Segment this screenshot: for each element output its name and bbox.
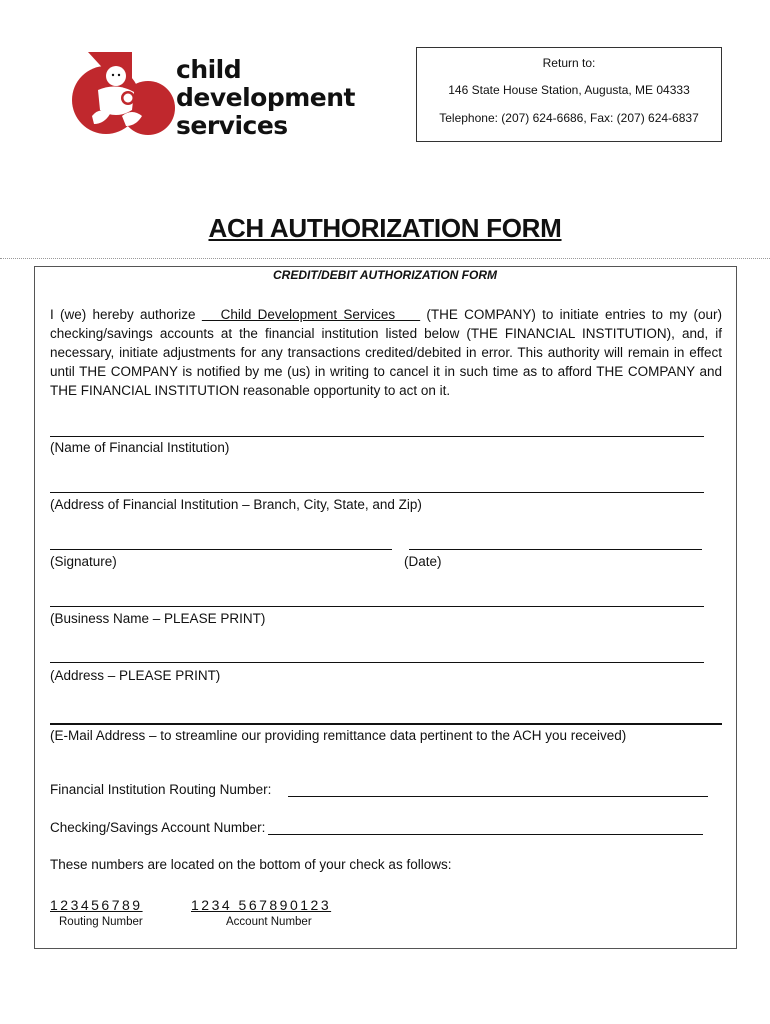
page-title: ACH AUTHORIZATION FORM	[208, 213, 562, 243]
routing-number-line[interactable]	[288, 796, 708, 797]
institution-address-label: (Address of Financial Institution – Branch, City, State, and Zip)	[50, 497, 422, 512]
email-label: (E-Mail Address – to streamline our providing remittance data pertinent to the ACH you received)	[50, 728, 627, 743]
date-line[interactable]	[409, 549, 702, 550]
date-label: (Date)	[404, 554, 442, 569]
business-name-line[interactable]	[50, 606, 704, 607]
account-number-label: Checking/Savings Account Number:	[50, 820, 266, 835]
account-number-caption: Account Number	[226, 916, 312, 928]
paragraph-body: (THE COMPANY) to initiate entries to my (our) checking/savings accounts at the financial institution listed below (THE FINANCIAL INSTITUTION), and, if necessary, initiate adjustments for any transactions credited/debited in error. This authority will remain in effect until THE COMPANY is notified by me (us) in writing to cancel it in such time as to afford THE COMPANY and THE FINANCIAL INSTITUTION reasonable opportunity to act on it.	[50, 307, 722, 398]
account-number-line[interactable]	[268, 834, 703, 835]
email-line[interactable]	[50, 723, 722, 725]
company-name-field[interactable]: Child Development Services	[201, 307, 421, 322]
address-line[interactable]	[50, 662, 704, 663]
account-number-example: 1234 567890123	[191, 897, 332, 913]
logo-wordmark	[176, 56, 355, 140]
return-phone: Telephone: (207) 624-6686, Fax: (207) 624-6837	[439, 111, 699, 125]
business-name-label: (Business Name – PLEASE PRINT)	[50, 611, 266, 626]
return-address-box	[416, 47, 722, 142]
logo-line-child: child	[176, 55, 242, 84]
routing-number-example: 123456789	[50, 897, 143, 913]
institution-name-line[interactable]	[50, 436, 704, 437]
return-heading: Return to:	[542, 56, 596, 70]
dotted-divider	[0, 258, 770, 259]
routing-number-caption: Routing Number	[59, 916, 143, 928]
cds-logo-graphic	[70, 46, 178, 138]
institution-name-label: (Name of Financial Institution)	[50, 440, 230, 455]
form-subtitle: CREDIT/DEBIT AUTHORIZATION FORM	[273, 268, 497, 282]
institution-address-line[interactable]	[50, 492, 704, 493]
signature-line[interactable]	[50, 549, 392, 550]
authorization-paragraph	[50, 305, 722, 400]
logo-line-services: services	[176, 111, 288, 140]
signature-label: (Signature)	[50, 554, 117, 569]
paragraph-intro: I (we) hereby authorize	[50, 307, 202, 322]
routing-number-label: Financial Institution Routing Number:	[50, 782, 272, 797]
check-note: These numbers are located on the bottom of your check as follows:	[50, 857, 452, 872]
logo-line-development: development	[176, 83, 355, 112]
return-address: 146 State House Station, Augusta, ME 04333	[448, 83, 690, 97]
address-label: (Address – PLEASE PRINT)	[50, 668, 221, 683]
